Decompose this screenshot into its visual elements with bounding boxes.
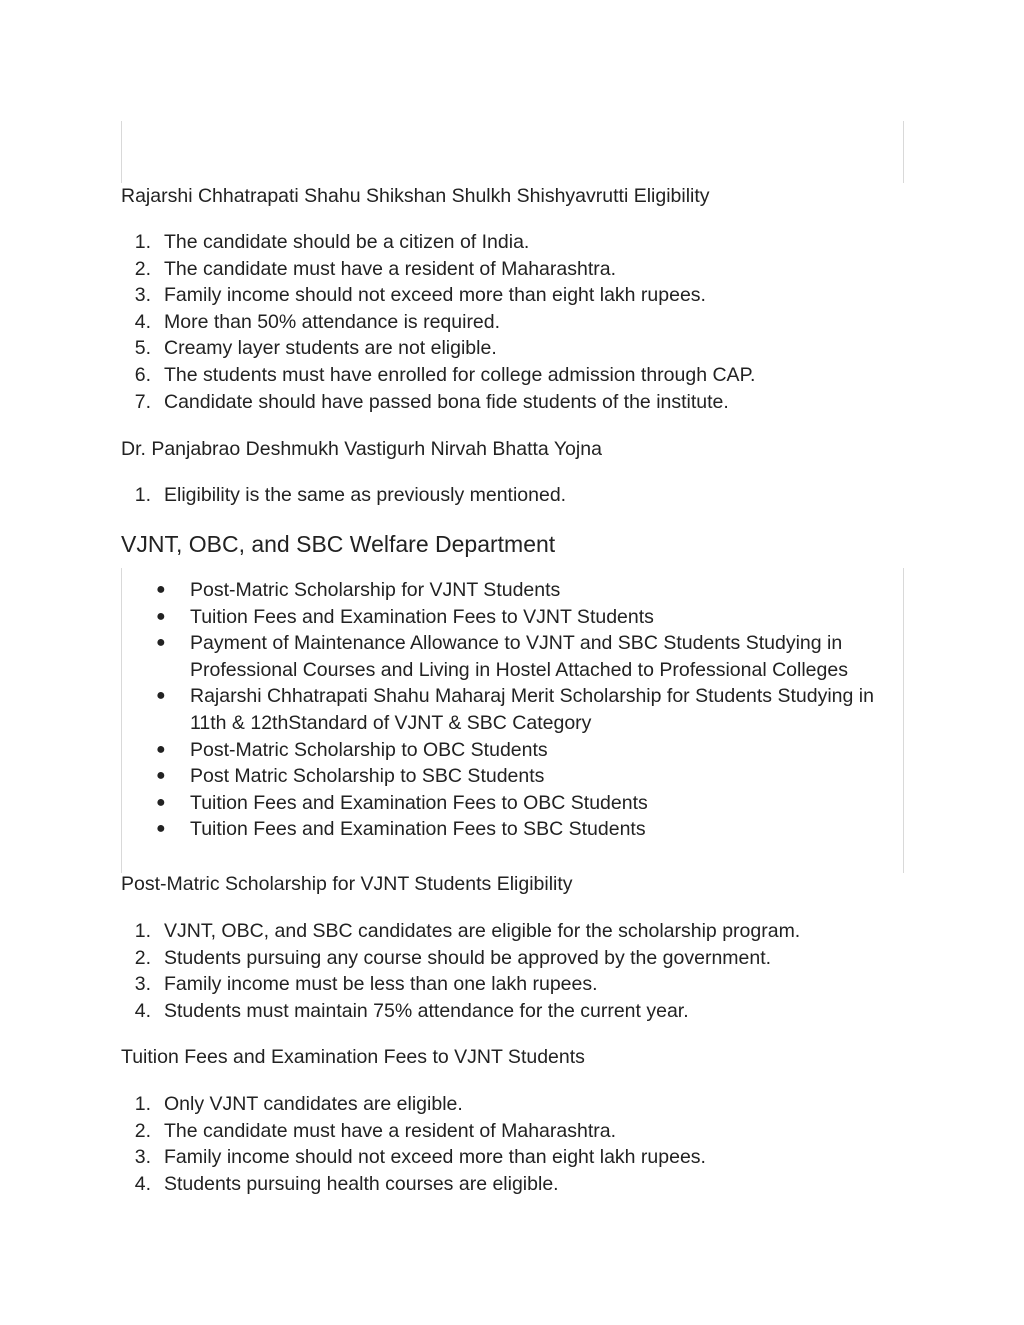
list-item: 6. The students must have enrolled for college admission through CAP. [134, 363, 756, 386]
bullet-icon: ● [156, 793, 166, 811]
shahu-eligibility-list [104, 229, 755, 415]
section-title-welfare-department: VJNT, OBC, and SBC Welfare Department [121, 531, 556, 557]
list-item: 3. Family income must be less than one lakh rupees. [134, 973, 598, 996]
list-item: 7. Candidate should have passed bona fide students of the institute. [134, 390, 729, 413]
bullet-icon: ● [156, 767, 166, 785]
list-item: 4. More than 50% attendance is required. [134, 310, 501, 333]
bullet-icon: ● [156, 687, 166, 705]
list-item: ● Post-Matric Scholarship to OBC Students [121, 737, 910, 764]
list-item: 5. Creamy layer students are not eligible. [134, 337, 497, 360]
list-item: 1. The candidate should be a citizen of India. [134, 231, 530, 253]
welfare-schemes-list [121, 577, 910, 843]
table-border-left-top [121, 121, 122, 183]
bullet-icon: ● [156, 820, 166, 838]
list-item: 1. Only VJNT candidates are eligible. [134, 1093, 463, 1115]
list-item: ● Tuition Fees and Examination Fees to SBC Students [121, 816, 910, 843]
section-title-panjabrao: Dr. Panjabrao Deshmukh Vastigurh Nirvah Bhatta Yojna [121, 438, 602, 460]
bullet-icon: ● [156, 581, 166, 598]
tuition-fees-vjnt-eligibility-list [104, 1091, 706, 1197]
list-item: 1. Eligibility is the same as previously mentioned. [134, 484, 567, 506]
list-item: ● Post Matric Scholarship to SBC Students [121, 763, 910, 790]
list-item: 4. Students pursuing health courses are eligible. [134, 1172, 559, 1195]
post-matric-vjnt-eligibility-list [104, 918, 800, 1024]
list-item: 4. Students must maintain 75% attendance for the current year. [134, 999, 689, 1022]
list-item: 3. Family income should not exceed more than eight lakh rupees. [134, 1146, 706, 1169]
bullet-icon: ● [156, 634, 166, 652]
section-title-tuition-fees-vjnt: Tuition Fees and Examination Fees to VJNT Students [121, 1046, 585, 1068]
list-item: ● Rajarshi Chhatrapati Shahu Maharaj Merit Scholarship for Students Studying in 11th & 12thStandard of VJNT & SBC Category [156, 685, 874, 734]
list-item: ● Tuition Fees and Examination Fees to VJNT Students [121, 604, 910, 631]
list-item: 3. Family income should not exceed more than eight lakh rupees. [134, 284, 706, 307]
bullet-icon: ● [156, 740, 166, 758]
list-item: 1. VJNT, OBC, and SBC candidates are eligible for the scholarship program. [134, 920, 801, 942]
list-item: ● Tuition Fees and Examination Fees to OBC Students [121, 790, 910, 817]
list-item: 2. The candidate must have a resident of Maharashtra. [134, 1119, 617, 1142]
table-border-right-top [903, 121, 904, 183]
section-title-shahu-eligibility: Rajarshi Chhatrapati Shahu Shikshan Shulkh Shishyavrutti Eligibility [121, 185, 710, 207]
section-title-post-matric-vjnt: Post-Matric Scholarship for VJNT Students Eligibility [121, 873, 573, 895]
list-item: 2. Students pursuing any course should be approved by the government. [134, 946, 772, 969]
list-item: 2. The candidate must have a resident of Maharashtra. [134, 257, 617, 280]
list-item: ● Payment of Maintenance Allowance to VJNT and SBC Students Studying in Professional Courses and Living in Hostel Attached to Professional Colleges [156, 632, 848, 681]
panjabrao-eligibility-list [104, 482, 566, 509]
list-item: ● Post-Matric Scholarship for VJNT Students [121, 577, 910, 604]
bullet-icon: ● [156, 607, 166, 625]
